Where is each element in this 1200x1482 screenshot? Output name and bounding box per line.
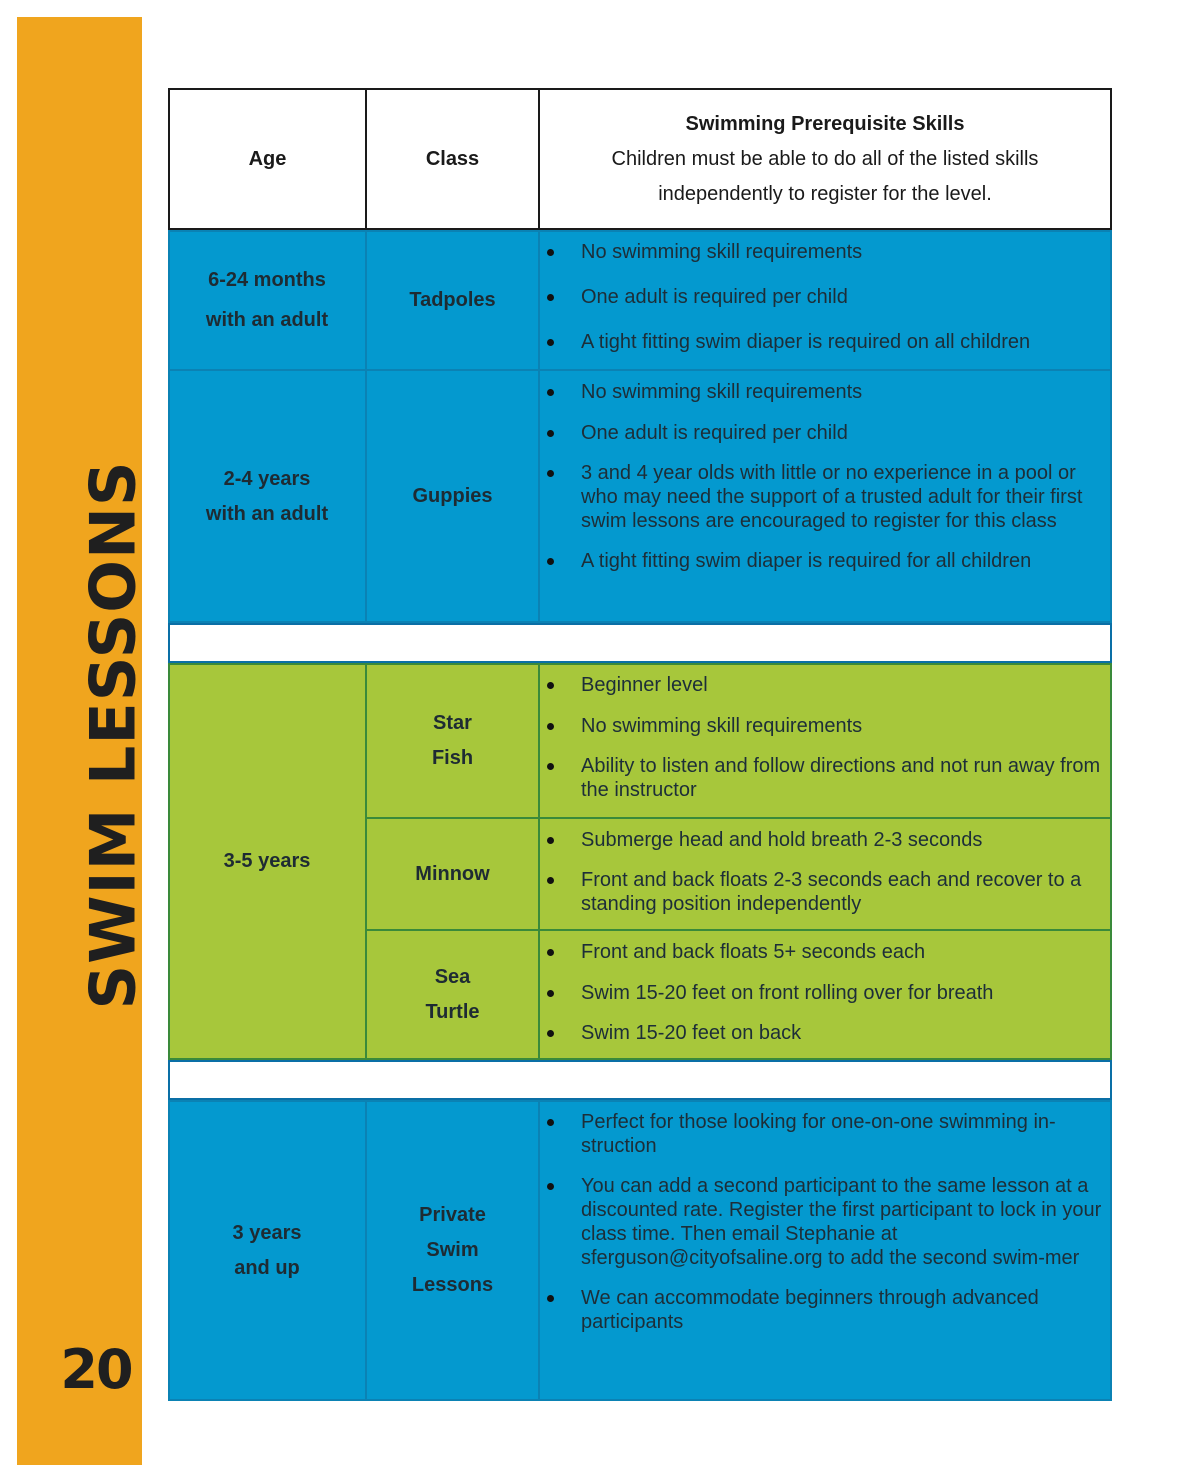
private-age-line1: 3 years [232,1221,302,1244]
starfish-class-line2: Fish [431,746,474,769]
group-frame [168,1100,1112,1401]
seaturtle-class-line1: Sea [434,966,471,988]
row-separator [168,1060,1112,1100]
private-class-line1: Private [419,1204,486,1226]
tadpoles-class-label: Tadpoles [409,288,496,311]
tadpoles-age-line2: with an adult [205,309,329,331]
skill-item: No swimming skill requirements [539,714,1112,738]
skill-item: One adult is required per child [539,285,1112,309]
header-skills-title: Swimming Prerequisite Skills [685,112,965,135]
skill-item: Beginner level [539,673,1112,697]
group-frame [168,663,1112,1060]
header-class-label: Class [425,147,480,170]
guppies-class-label: Guppies [412,485,493,507]
skill-item: You can add a second participant to the same lesson at a discounted rate. Register the first participant to lock in your class time. Then email Stephanie at sferguson@cityofsaline.org to add the second swim-mer [539,1174,1112,1270]
header-class [365,88,540,230]
section-title: SWIM LESSONS [76,460,150,1010]
skill-item: A tight fitting swim diaper is required for all children [539,549,1112,573]
guppies-age-line1: 2-4 years [223,467,311,490]
row-separator [168,623,1112,663]
header-age [168,88,367,230]
guppies-age-line2: with an adult [205,502,329,525]
header-skills-subtitle-1: Children must be able to do all of the listed skills [611,147,1039,170]
skill-item: Front and back floats 2-3 seconds each and recover to a standing position independently [539,868,1112,916]
page-number: 20 [60,1338,132,1401]
skill-item: Perfect for those looking for one-on-one swimming in-struction [539,1110,1112,1158]
skill-item: One adult is required per child [539,421,1112,445]
skill-item: Swim 15-20 feet on back [539,1021,1112,1045]
private-class-line3: Lessons [411,1274,494,1296]
group-frame [168,230,1112,623]
tadpoles-age-line1: 6-24 months [208,269,326,291]
skill-item: Front and back floats 5+ seconds each [539,940,1112,964]
swim-lessons-table [168,88,1112,1401]
skill-item: Submerge head and hold breath 2-3 seconds [539,828,1112,852]
seaturtle-class-line2: Turtle [425,1001,480,1023]
header-age-label: Age [248,147,287,170]
group-3-5-age-label: 3-5 years [223,850,311,872]
skill-item: A tight fitting swim diaper is required on all children [539,330,1112,354]
skill-item: 3 and 4 year olds with little or no experience in a pool or who may need the support of a trusted adult for their first swim lessons are encouraged to register for this class [539,461,1112,533]
header-skills-subtitle-2: independently to register for the level. [658,182,992,205]
starfish-class-line1: Star [433,711,472,734]
skill-item: No swimming skill requirements [539,380,1112,404]
private-class-line2: Swim [426,1239,479,1261]
private-age-line2: and up [234,1256,300,1279]
header-skills [538,88,1112,230]
skill-item: We can accommodate beginners through advanced participants [539,1286,1112,1334]
skill-item: Ability to listen and follow directions and not run away from the instructor [539,754,1112,802]
skill-item: No swimming skill requirements [539,240,1112,264]
minnow-class-label: Minnow [415,862,490,885]
skill-item: Swim 15-20 feet on front rolling over for breath [539,981,1112,1005]
